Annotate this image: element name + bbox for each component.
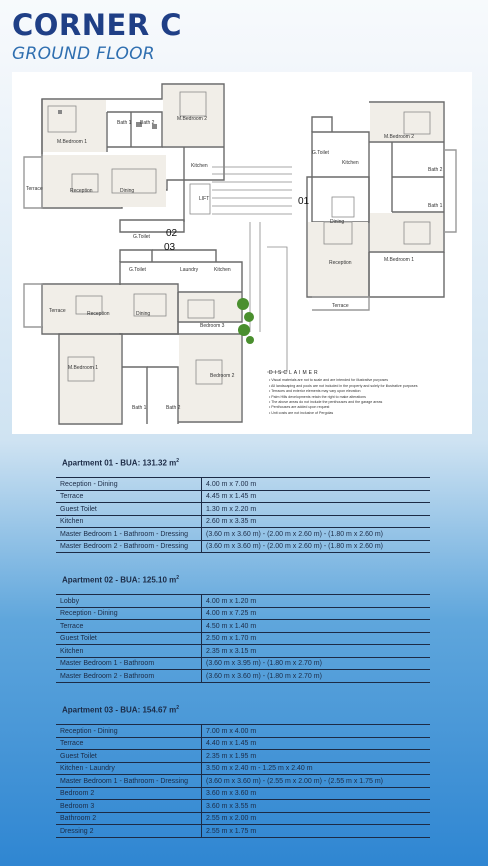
svg-text:Kitchen: Kitchen bbox=[214, 267, 231, 273]
apartment-02-table bbox=[56, 594, 430, 683]
svg-text:Dining: Dining bbox=[120, 188, 135, 194]
svg-text:Bath 1: Bath 1 bbox=[428, 203, 443, 209]
svg-text:Kitchen: Kitchen bbox=[342, 160, 359, 166]
table-row: Reception - Dining 4.00 m x 7.00 m bbox=[56, 478, 430, 491]
unit-label-03: 03 bbox=[164, 242, 176, 253]
svg-text:Reception: Reception bbox=[70, 188, 93, 194]
svg-text:Reception: Reception bbox=[329, 260, 352, 266]
table-row: Bedroom 2 3.60 m x 3.60 m bbox=[56, 787, 430, 800]
svg-text:G.Toilet: G.Toilet bbox=[133, 234, 150, 240]
table-row: Master Bedroom 1 - Bathroom - Dressing (3.60 m x 3.60 m) - (2.00 m x 2.60 m) - (1.80 m x 2.60 m) bbox=[56, 528, 430, 541]
apartment-01-table bbox=[56, 477, 430, 553]
svg-text:Terrace: Terrace bbox=[26, 186, 43, 192]
page-title: CORNER C bbox=[12, 8, 183, 42]
table-row: Terrace 4.50 m x 1.40 m bbox=[56, 620, 430, 633]
apartment-01-title: Apartment 01 - BUA: 131.32 $m^2$ bbox=[62, 458, 180, 468]
table-row: Terrace 4.40 m x 1.45 m bbox=[56, 737, 430, 750]
svg-text:Dining: Dining bbox=[136, 311, 151, 317]
disclaimer-item: • Penthouses are added upon request bbox=[269, 405, 330, 410]
svg-text:M.Bedroom 2: M.Bedroom 2 bbox=[384, 134, 415, 140]
table-row: Terrace 4.45 m x 1.45 m bbox=[56, 490, 430, 503]
svg-text:Bedroom 2: Bedroom 2 bbox=[210, 373, 235, 379]
disclaimer-item: • Unit costs are not inclusive of Pergolas bbox=[269, 410, 334, 415]
svg-text:M.Bedroom 1: M.Bedroom 1 bbox=[68, 365, 99, 371]
svg-text:Bedroom 3: Bedroom 3 bbox=[200, 323, 225, 329]
svg-text:G.Toilet: G.Toilet bbox=[129, 267, 146, 273]
svg-text:Bath 2: Bath 2 bbox=[166, 405, 181, 411]
disclaimer-item: • All landscaping and pools are not included in the property and solely for illustrative purposes bbox=[269, 383, 418, 388]
svg-text:Kitchen: Kitchen bbox=[191, 163, 208, 169]
apartment-03-title: Apartment 03 - BUA: 154.67 $m^2$ bbox=[62, 705, 180, 715]
table-row: Reception - Dining 4.00 m x 7.25 m bbox=[56, 607, 430, 620]
table-row: Reception - Dining 7.00 m x 4.00 m bbox=[56, 725, 430, 738]
table-row: Lobby 4.00 m x 1.20 m bbox=[56, 595, 430, 608]
table-row: Dressing 2 2.55 m x 1.75 m bbox=[56, 825, 430, 838]
svg-text:Bath 2: Bath 2 bbox=[140, 120, 155, 126]
floor-plan bbox=[12, 72, 472, 434]
disclaimer bbox=[269, 371, 469, 416]
svg-text:Bath 1: Bath 1 bbox=[132, 405, 147, 411]
apartment-02-title: Apartment 02 - BUA: 125.10 $m^2$ bbox=[62, 575, 180, 585]
svg-text:LIFT: LIFT bbox=[199, 196, 210, 202]
unit-label-01: 01 bbox=[298, 196, 310, 207]
svg-text:Bath 1: Bath 1 bbox=[117, 120, 132, 126]
table-row: Guest Toilet 2.35 m x 1.95 m bbox=[56, 750, 430, 763]
svg-text:M.Bedroom 1: M.Bedroom 1 bbox=[57, 139, 88, 145]
svg-text:Laundry: Laundry bbox=[180, 267, 199, 273]
svg-text:M.Bedroom 1: M.Bedroom 1 bbox=[384, 257, 415, 263]
apartment-03-table bbox=[56, 724, 430, 838]
disclaimer-item: • Terraces and exterior elements may vary upon elevation bbox=[269, 389, 361, 394]
table-row: Master Bedroom 1 - Bathroom (3.60 m x 3.95 m) - (1.80 m x 2.70 m) bbox=[56, 657, 430, 670]
svg-text:Bath 2: Bath 2 bbox=[428, 167, 443, 173]
svg-text:Reception: Reception bbox=[87, 311, 110, 317]
disclaimer-item: • Visual materials are not to scale and are intended for illustrative purposes bbox=[269, 378, 389, 383]
disclaimer-title: DISCLAIMER bbox=[269, 370, 320, 376]
table-row: Kitchen - Laundry 3.50 m x 2.40 m - 1.25 m x 2.40 m bbox=[56, 762, 430, 775]
svg-text:G.Toilet: G.Toilet bbox=[312, 150, 329, 156]
disclaimer-item: • The above areas do not include the penthouses and the garage areas bbox=[269, 400, 383, 405]
unit-label-02: 02 bbox=[166, 228, 178, 239]
svg-text:M.Bedroom 2: M.Bedroom 2 bbox=[177, 116, 208, 122]
table-row: Bedroom 3 3.60 m x 3.55 m bbox=[56, 800, 430, 813]
table-row: Guest Toilet 2.50 m x 1.70 m bbox=[56, 632, 430, 645]
table-row: Kitchen 2.35 m x 3.15 m bbox=[56, 645, 430, 658]
svg-text:Terrace: Terrace bbox=[49, 308, 66, 314]
table-row: Bathroom 2 2.55 m x 2.00 m bbox=[56, 812, 430, 825]
disclaimer-item: • Palm Hills developments retain the right to make alterations bbox=[269, 394, 366, 399]
svg-text:Terrace: Terrace bbox=[332, 303, 349, 309]
table-row: Master Bedroom 2 - Bathroom (3.60 m x 3.60 m) - (1.80 m x 2.70 m) bbox=[56, 670, 430, 683]
table-row: Master Bedroom 1 - Bathroom - Dressing (3.60 m x 3.60 m) - (2.55 m x 2.00 m) - (2.55 m x 1.75 m) bbox=[56, 775, 430, 788]
svg-text:Dining: Dining bbox=[330, 219, 345, 225]
page-subtitle: GROUND FLOOR bbox=[12, 44, 155, 64]
table-row: Guest Toilet 1.30 m x 2.20 m bbox=[56, 503, 430, 516]
table-row: Kitchen 2.60 m x 3.35 m bbox=[56, 515, 430, 528]
table-row: Master Bedroom 2 - Bathroom - Dressing (3.60 m x 3.60 m) - (2.00 m x 2.60 m) - (1.80 m x 2.60 m) bbox=[56, 540, 430, 553]
